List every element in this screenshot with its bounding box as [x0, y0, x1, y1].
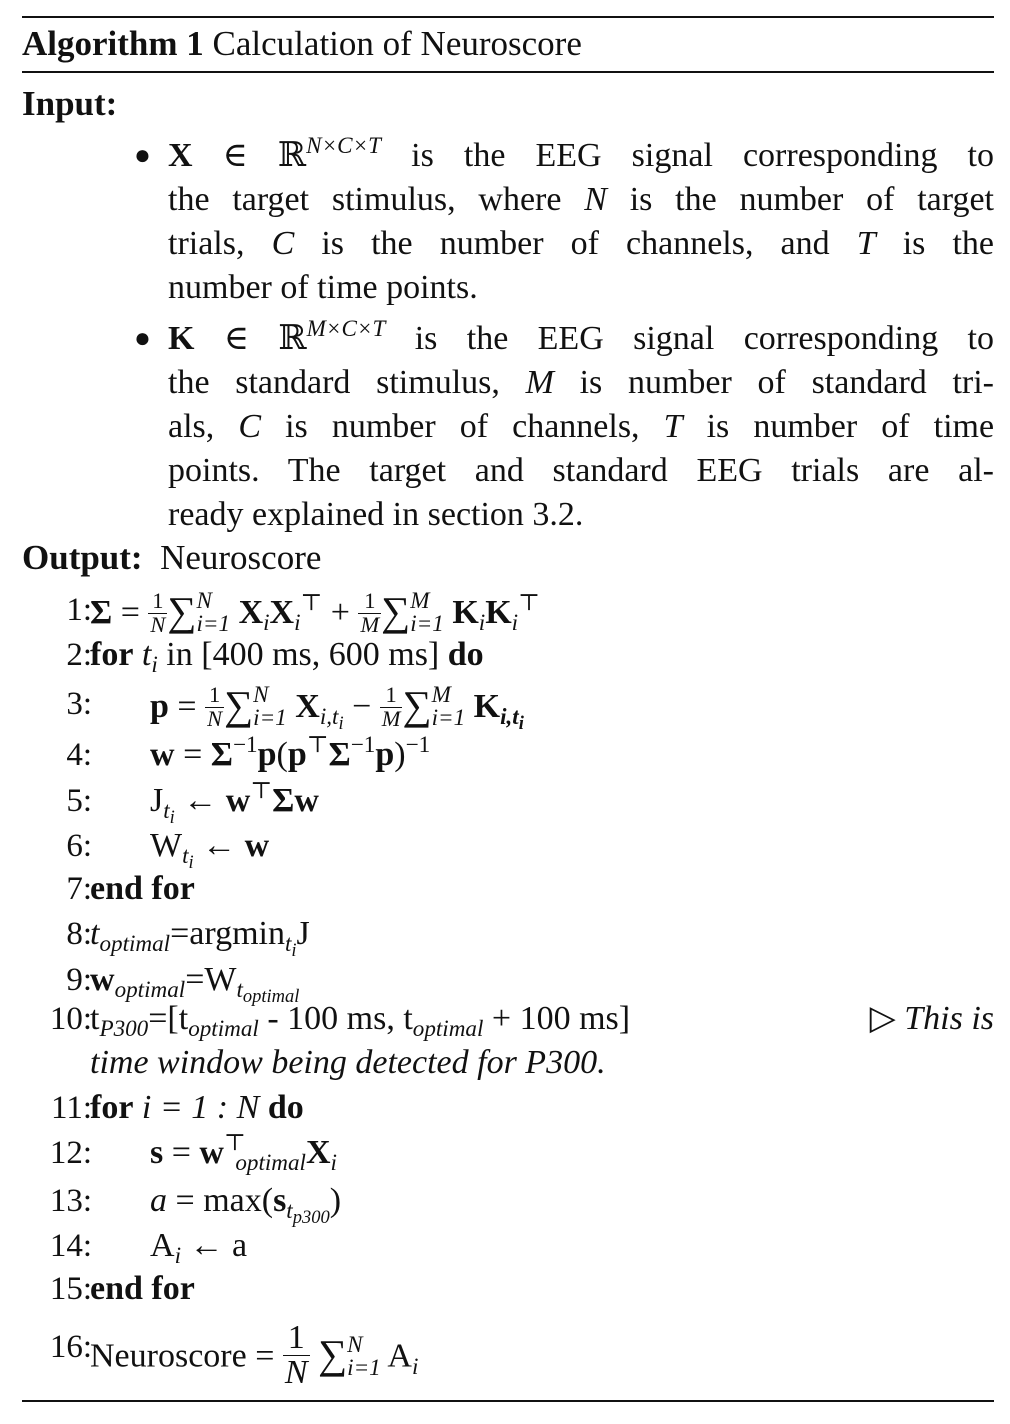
bullet-k-line-4: points. The target and standard EEG trials are al- [168, 452, 994, 489]
bullet-x-line-3: trials, C is the number of channels, and T is the [168, 225, 995, 262]
line-number: 5: [66, 783, 92, 819]
algorithm-line-5 [22, 778, 994, 827]
line-code: $A_i$ ← a [150, 1227, 248, 1270]
line-comment: ▷ This is [869, 1000, 994, 1037]
algorithm-caption [22, 22, 582, 66]
line-number: 10: [49, 1001, 92, 1037]
line-number: 8: [66, 916, 92, 952]
bottom-rule [22, 1400, 994, 1402]
algorithm-line-3 [22, 681, 994, 733]
line-code: Σ = $\frac{1}{N}$ ∑ N i=1 $X_iX_i^⊤$ + $\frac{1}{M}$ ∑ M i=1 $K_iK_i^⊤$ [90, 588, 540, 638]
line-number: 6: [66, 828, 92, 864]
algorithm-line-10-cont [22, 1040, 994, 1086]
line-number: 13: [49, 1183, 92, 1219]
line-code: end for [90, 870, 195, 907]
algorithm-line-4 [22, 732, 994, 778]
line-number: 7: [66, 871, 92, 907]
line-comment-continuation: time window being detected for P300. [90, 1044, 606, 1081]
bullet-x-line-2: the target stimulus, where N is the number of target [168, 181, 995, 218]
algorithm-line-13 [22, 1178, 994, 1227]
line-code: $a = \max(s_{t_{p300}})$ [150, 1182, 342, 1227]
line-number: 11: [51, 1090, 92, 1126]
line-code: Neuroscore = $\frac{1}{N}$ ∑ N i=1 $A_i$ [90, 1319, 419, 1392]
input-bullet-x [168, 134, 994, 310]
algorithm-line-14 [22, 1223, 994, 1269]
line-code: p = $\frac{1}{N}$ ∑ N i=1 $X_{i,t_i}$ − $\frac{1}{M}$ ∑ M i=1 $K_{i,t_i}$ [150, 682, 524, 733]
line-number: 1: [66, 592, 92, 628]
line-code: $s = w^⊤_{optimal}X_i$ [150, 1130, 337, 1177]
line-number: 2: [66, 637, 92, 673]
line-code: for $t_i$ in [400 ms, 600 ms] do [90, 636, 484, 679]
input-label: Input: [22, 84, 118, 123]
bullet-k-line-1: K ∈ ℝ$^{M\times C\times T}$ is the EEG signal corresponding to [168, 316, 995, 357]
algorithm-line-16 [22, 1319, 994, 1392]
line-number: 16: [49, 1329, 92, 1365]
line-number: 15: [49, 1271, 92, 1307]
bullet-dot: ● [134, 140, 151, 171]
line-code: $W_{t_i}$ ← w [150, 827, 270, 872]
algorithm-line-2 [22, 632, 994, 678]
line-code: $w = \Sigma^{-1}p(p^⊤\Sigma^{-1}p)^{-1}$ [150, 732, 431, 773]
bullet-k-line-3: als, C is number of channels, T is number of time [168, 408, 995, 445]
line-number: 12: [49, 1135, 92, 1171]
line-code: $t_{optimal}=argmin_{t_i}J$ [90, 915, 310, 960]
top-rule [22, 16, 994, 18]
line-number: 14: [49, 1228, 92, 1264]
line-code: $J_{t_i}$ ← w⊤Σw [150, 778, 319, 827]
line-number: 9: [66, 962, 92, 998]
algorithm-line-1 [22, 587, 994, 638]
algorithm-line-11 [22, 1085, 994, 1131]
bullet-dot: ● [134, 323, 151, 354]
algorithm-line-7 [22, 866, 994, 912]
algorithm-line-10 [22, 996, 994, 1042]
algorithm-line-8 [22, 911, 994, 960]
algorithm-title: Calculation of Neuroscore [212, 24, 582, 63]
caption-rule [22, 71, 994, 73]
algorithm-line-15 [22, 1266, 994, 1312]
algorithm-line-6 [22, 823, 994, 872]
bullet-k-line-2: the standard stimulus, M is number of standard tri- [168, 364, 994, 401]
line-code: $w_{optimal}=W_{t_{optimal}}$ [90, 961, 300, 1006]
line-code: $t_{P300}=[t_{optimal} - 100$ ms, $t_{optimal} + 100$ ms] [90, 1000, 631, 1043]
line-number: 3: [66, 686, 92, 722]
input-bullet-k [168, 317, 994, 537]
bullet-k-line-5: ready explained in section 3.2. [168, 496, 584, 533]
line-code: end for [90, 1270, 195, 1307]
output-label: Output: [22, 538, 143, 577]
line-number: 4: [66, 737, 92, 773]
algorithm-label: Algorithm 1 [22, 24, 204, 63]
output-value: Neuroscore [160, 538, 322, 577]
bullet-x-line-1: X ∈ ℝ$^{N\times C\times T}$ is the EEG signal corresponding to [168, 133, 994, 174]
output-line [22, 536, 321, 580]
algorithm-line-12 [22, 1130, 994, 1176]
bullet-x-line-4: number of time points. [168, 269, 478, 306]
line-code: for i = 1 : N do [90, 1089, 304, 1126]
